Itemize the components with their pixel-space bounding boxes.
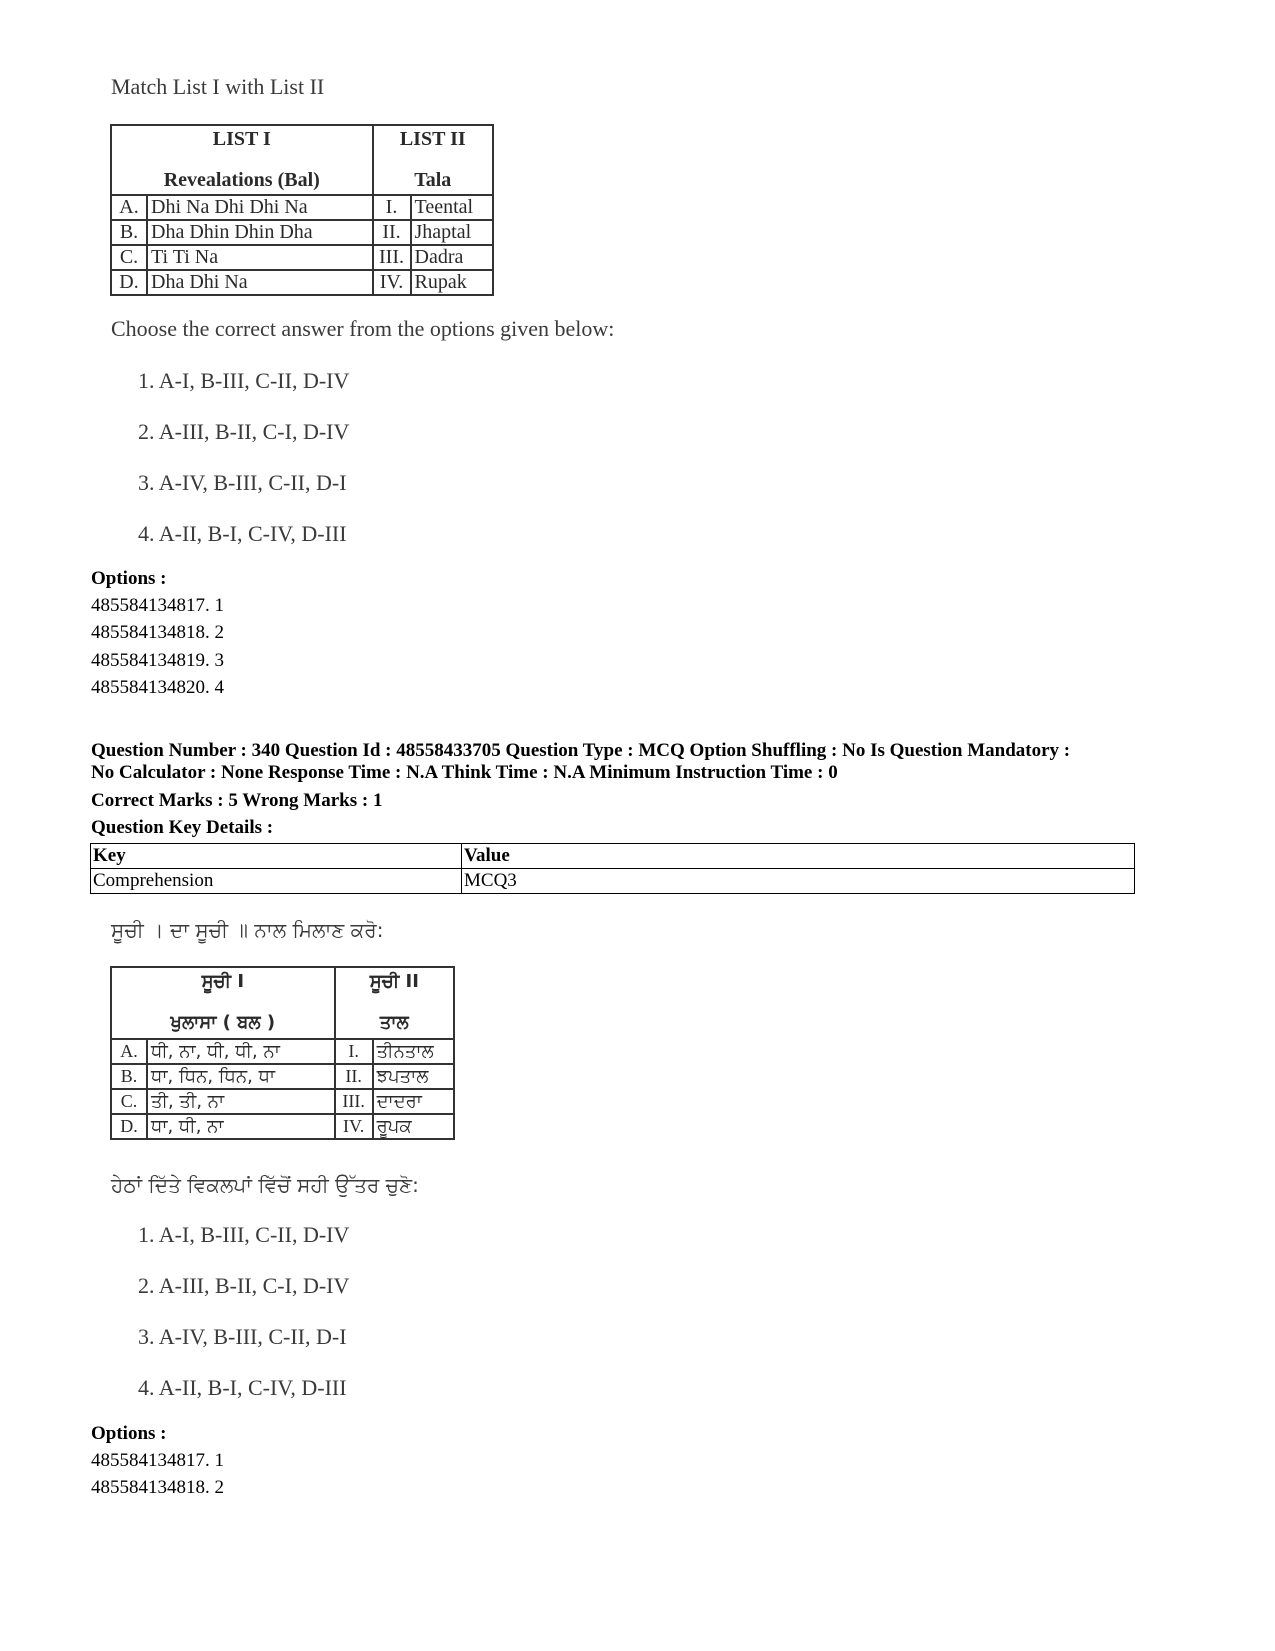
question-2-choose-text: ਹੇਠਾਂ ਦਿੱਤੇ ਵਿਕਲਪਾਂ ਵਿੱਚੋਂ ਸਹੀ ਉੱਤਰ ਚੁਣੋ: — [111, 1173, 419, 1197]
tala-cell: Jhaptal — [411, 220, 494, 245]
list-2-heading: LIST II — [399, 128, 466, 150]
tala-cell: Teental — [411, 195, 494, 220]
tala-cell: Rupak — [411, 270, 494, 295]
match-table-header — [111, 967, 454, 1039]
row-letter: B. — [111, 1064, 147, 1089]
marks-line: Correct Marks : 5 Wrong Marks : 1 — [91, 790, 383, 811]
table-row — [111, 1114, 454, 1139]
row-numeral: I. — [335, 1039, 373, 1064]
list-1-heading: ਸੂਚੀ I — [201, 971, 245, 992]
table-row — [111, 1064, 454, 1089]
question-1-intro: Match List I with List II — [111, 74, 325, 99]
row-numeral: IV. — [335, 1114, 373, 1139]
table-row — [111, 245, 493, 270]
list-2-heading: ਸੂਚੀ II — [369, 971, 419, 992]
value-cell: MCQ3 — [462, 869, 1135, 894]
question-2-match-table — [110, 966, 455, 1140]
option-id: 485584134818. 2 — [91, 622, 224, 643]
table-row — [111, 270, 493, 295]
list-1-subheading: Revealations (Bal) — [163, 169, 320, 191]
tala-cell: Dadra — [411, 245, 494, 270]
key-details-label: Question Key Details : — [91, 817, 274, 838]
choice-item: 1. A-I, B-III, C-II, D-IV — [138, 1222, 350, 1247]
option-id: 485584134820. 4 — [91, 677, 224, 698]
row-numeral: II. — [373, 220, 411, 245]
row-letter: D. — [111, 1114, 147, 1139]
tala-cell: ਰੂਪਕ — [373, 1114, 454, 1139]
tala-cell: ਝਪਤਾਲ — [373, 1064, 454, 1089]
option-id: 485584134817. 1 — [91, 595, 224, 616]
question-2-intro: ਸੂਚੀ । ਦਾ ਸੂਚੀ ॥ ਨਾਲ ਮਿਲਾਣ ਕਰੋ: — [111, 918, 384, 942]
options-label: Options : — [91, 568, 167, 589]
table-row — [91, 869, 1135, 894]
row-numeral: IV. — [373, 270, 411, 295]
bal-cell: ਧੀ, ਨਾ, ਧੀ, ਧੀ, ਨਾ — [147, 1039, 335, 1064]
key-header: Key — [91, 844, 462, 869]
table-row — [111, 1089, 454, 1114]
tala-cell: ਦਾਦਰਾ — [373, 1089, 454, 1114]
option-id: 485584134819. 3 — [91, 650, 224, 671]
row-numeral: II. — [335, 1064, 373, 1089]
bal-cell: Dhi Na Dhi Dhi Na — [147, 195, 373, 220]
row-letter: A. — [111, 195, 147, 220]
key-cell: Comprehension — [91, 869, 462, 894]
row-letter: C. — [111, 1089, 147, 1114]
bal-cell: Dha Dhi Na — [147, 270, 373, 295]
row-letter: B. — [111, 220, 147, 245]
question-meta-line-1: Question Number : 340 Question Id : 48558433705 Question Type : MCQ Option Shuffling : No Is Question Mandatory : — [91, 740, 1071, 761]
question-meta-line-2: No Calculator : None Response Time : N.A Think Time : N.A Minimum Instruction Time : 0 — [91, 762, 838, 783]
row-letter: D. — [111, 270, 147, 295]
bal-cell: ਧਾ, ਧਿਨ, ਧਿਨ, ਧਾ — [147, 1064, 335, 1089]
bal-cell: ਤੀ, ਤੀ, ਨਾ — [147, 1089, 335, 1114]
choice-item: 2. A-III, B-II, C-I, D-IV — [138, 419, 350, 444]
question-1-match-table — [110, 124, 494, 296]
choice-item: 3. A-IV, B-III, C-II, D-I — [138, 1324, 347, 1349]
choice-item: 1. A-I, B-III, C-II, D-IV — [138, 368, 350, 393]
choice-item: 4. A-II, B-I, C-IV, D-III — [138, 521, 347, 546]
row-letter: C. — [111, 245, 147, 270]
choice-item: 3. A-IV, B-III, C-II, D-I — [138, 470, 347, 495]
row-numeral: I. — [373, 195, 411, 220]
row-numeral: III. — [335, 1089, 373, 1114]
question-1-choose-text: Choose the correct answer from the options given below: — [111, 316, 615, 341]
bal-cell: Ti Ti Na — [147, 245, 373, 270]
list-2-subheading: ਤਾਲ — [379, 1012, 409, 1033]
question-key-table — [90, 843, 1135, 894]
tala-cell: ਤੀਨਤਾਲ — [373, 1039, 454, 1064]
table-row — [111, 1039, 454, 1064]
bal-cell: ਧਾ, ਧੀ, ਨਾ — [147, 1114, 335, 1139]
option-id: 485584134818. 2 — [91, 1477, 224, 1498]
list-1-subheading: ਖੁਲਾਸਾ ( ਬਲ ) — [170, 1012, 276, 1033]
bal-cell: Dha Dhin Dhin Dha — [147, 220, 373, 245]
options-label: Options : — [91, 1423, 167, 1444]
match-table-header — [111, 125, 493, 195]
value-header: Value — [462, 844, 1135, 869]
choice-item: 4. A-II, B-I, C-IV, D-III — [138, 1375, 347, 1400]
row-numeral: III. — [373, 245, 411, 270]
table-row — [91, 844, 1135, 869]
table-row — [111, 220, 493, 245]
list-1-heading: LIST I — [212, 128, 271, 150]
row-letter: A. — [111, 1039, 147, 1064]
choice-item: 2. A-III, B-II, C-I, D-IV — [138, 1273, 350, 1298]
table-row — [111, 195, 493, 220]
option-id: 485584134817. 1 — [91, 1450, 224, 1471]
list-2-subheading: Tala — [414, 169, 452, 191]
